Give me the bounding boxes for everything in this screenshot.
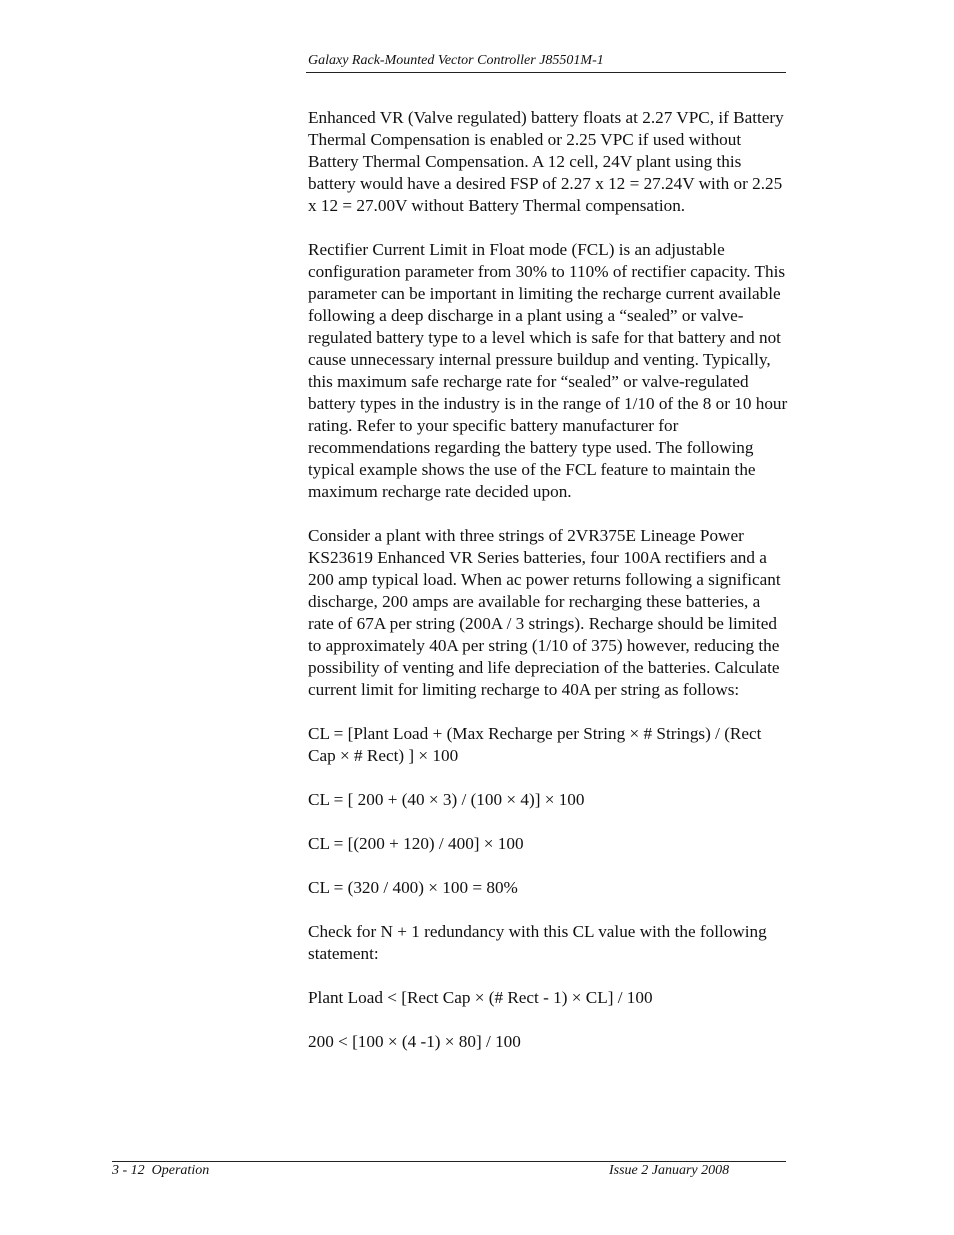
header-divider bbox=[306, 72, 786, 73]
paragraph-enhanced-vr-float: Enhanced VR (Valve regulated) battery floats at 2.27 VPC, if Battery Thermal Compensation is enabled or 2.25 VPC if used without Battery Thermal Compensation. A 12 cell, 24V plant using this battery would have a desired FSP of 2.27 x 12 = 27.24V with or 2.25 x 12 = 27.00V without Battery Thermal compensation. bbox=[308, 108, 784, 215]
footer-issue-date: Issue 2 January 2008 bbox=[609, 1163, 730, 1178]
formula-cl-general: CL = [Plant Load + (Max Recharge per String × # Strings) / (Rect Cap × # Rect) ] × 100 bbox=[308, 724, 762, 765]
formula-cl-simplified: CL = [(200 + 120) / 400] × 100 bbox=[308, 834, 524, 853]
footer-page-number: 3 - 12 Operation bbox=[112, 1163, 210, 1178]
formula-redundancy-substituted: 200 < [100 × (4 -1) × 80] / 100 bbox=[308, 1032, 521, 1051]
running-header: Galaxy Rack-Mounted Vector Controller J85501M-1 bbox=[308, 53, 604, 68]
paragraph-rectifier-current-limit: Rectifier Current Limit in Float mode (FCL) is an adjustable configuration parameter from 30% to 110% of rectifier capacity. This parameter can be important in limiting the recharge current available following a deep discharge in a plant using a “sealed” or valve-regulated battery type to a level which is safe for that battery and not cause unnecessary internal pressure buildup and venting. Typically, this maximum safe recharge rate for “sealed” or valve-regulated battery types in the industry is in the range of 1/10 of the 8 or 10 hour rating. Refer to your specific battery manufacturer for recommendations regarding the battery type used. The following typical example shows the use of the FCL feature to maintain the maximum recharge rate decided upon. bbox=[308, 240, 788, 501]
paragraph-example-plant: Consider a plant with three strings of 2VR375E Lineage Power KS23619 Enhanced VR Series batteries, four 100A rectifiers and a 200 amp typical load. When ac power returns following a significant discharge, 200 amps are available for recharging these batteries, a rate of 67A per string (200A / 3 strings). Recharge should be limited to approximately 40A per string (1/10 of 375) however, reducing the possibility of venting and life depreciation of the batteries. Calculate current limit for limiting recharge to 40A per string as follows: bbox=[308, 526, 781, 699]
page-body bbox=[308, 107, 788, 1075]
paragraph-redundancy-check: Check for N + 1 redundancy with this CL value with the following statement: bbox=[308, 922, 767, 963]
formula-redundancy-general: Plant Load < [Rect Cap × (# Rect - 1) × CL] / 100 bbox=[308, 988, 653, 1007]
formula-cl-result: CL = (320 / 400) × 100 = 80% bbox=[308, 878, 518, 897]
formula-cl-substituted: CL = [ 200 + (40 × 3) / (100 × 4)] × 100 bbox=[308, 790, 585, 809]
